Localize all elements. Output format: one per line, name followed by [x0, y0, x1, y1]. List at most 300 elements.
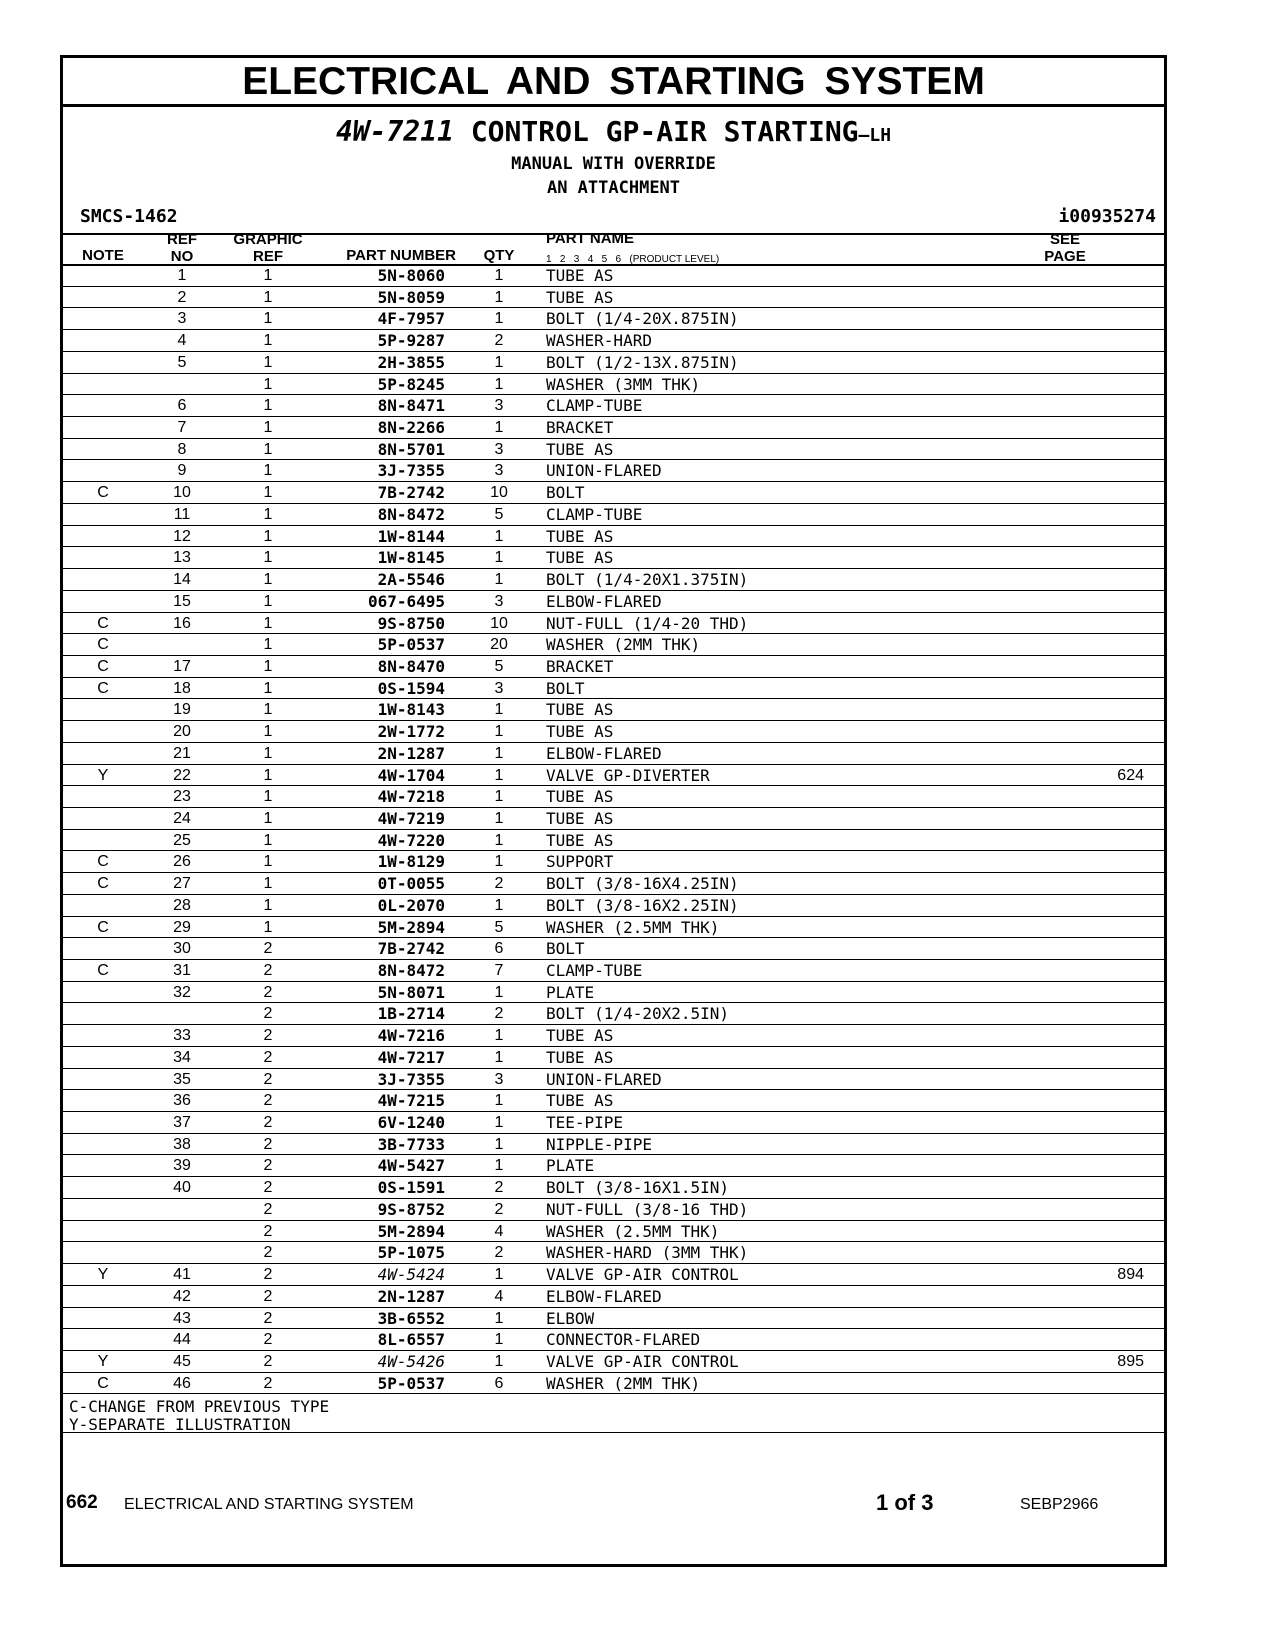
- ref-no-cell: 13: [173, 549, 191, 567]
- part-number-cell: 6V-1240: [377, 1113, 445, 1133]
- table-row: [63, 1177, 1164, 1199]
- footer-doc-id: SEBP2966: [1020, 1496, 1099, 1513]
- table-row: [63, 873, 1164, 895]
- graphic-ref-cell: 2: [263, 1266, 273, 1284]
- graphic-ref-cell: 1: [263, 440, 273, 458]
- table-row: [63, 460, 1164, 482]
- graphic-ref-cell: 2: [263, 962, 273, 979]
- part-number-cell: 4W-7215: [377, 1091, 445, 1111]
- group-name: CONTROL GP-AIR STARTING: [470, 115, 859, 148]
- table-row: [63, 374, 1164, 396]
- graphic-ref-cell: 2: [263, 1005, 273, 1023]
- qty-cell: 1: [494, 1309, 504, 1327]
- graphic-ref-cell: 2: [263, 1352, 273, 1370]
- part-name-cell: TEE-PIPE: [546, 1113, 624, 1133]
- part-number-cell: 2N-1287: [377, 1286, 445, 1306]
- qty-cell: 3: [494, 462, 504, 480]
- ref-no-cell: 34: [173, 1048, 191, 1066]
- qty-cell: 1: [494, 1352, 504, 1370]
- part-number-cell: 4W-7218: [377, 787, 445, 807]
- graphic-ref-cell: 2: [263, 1179, 273, 1197]
- graphic-ref-cell: 1: [263, 853, 273, 871]
- graphic-ref-cell: 1: [263, 549, 273, 567]
- part-number-cell: 7B-2742: [377, 939, 445, 959]
- qty-cell: 1: [494, 288, 504, 306]
- table-row: [63, 352, 1164, 374]
- qty-cell: 1: [494, 1135, 504, 1153]
- header-ref-top: REF: [167, 231, 197, 248]
- header-see-bottom: PAGE: [1044, 248, 1086, 265]
- ref-no-cell: 41: [173, 1266, 191, 1284]
- graphic-ref-cell: 1: [263, 918, 273, 936]
- ref-no-cell: 23: [173, 788, 191, 806]
- ref-no-cell: 30: [173, 940, 191, 958]
- graphic-ref-cell: 1: [263, 592, 273, 610]
- ref-no-cell: 5: [177, 353, 187, 371]
- table-row: [63, 1047, 1164, 1069]
- part-number-cell: 3J-7355: [377, 461, 445, 481]
- ref-no-cell: 36: [173, 1092, 191, 1110]
- table-row: [63, 982, 1164, 1004]
- group-title: [63, 115, 1164, 148]
- part-name-cell: WASHER-HARD (3MM THK): [546, 1243, 749, 1263]
- part-name-cell: CLAMP-TUBE: [546, 504, 643, 524]
- part-name-cell: TUBE AS: [546, 1026, 614, 1046]
- qty-cell: 1: [494, 701, 504, 719]
- qty-cell: 1: [494, 310, 504, 328]
- part-name-cell: TUBE AS: [546, 808, 614, 828]
- table-row: [63, 1264, 1164, 1286]
- qty-cell: 5: [494, 918, 504, 936]
- part-number-cell: 8N-8470: [377, 656, 445, 676]
- header-graphic: [228, 231, 308, 265]
- qty-cell: 10: [490, 484, 508, 502]
- qty-cell: 10: [490, 614, 508, 632]
- footer-page-number: 662: [66, 1492, 98, 1513]
- part-name-cell: NUT-FULL (3/8-16 THD): [546, 1199, 749, 1219]
- qty-cell: 1: [494, 1266, 504, 1284]
- table-row: [63, 1242, 1164, 1264]
- table-row: [63, 526, 1164, 548]
- part-name-cell: WASHER (2.5MM THK): [546, 917, 720, 937]
- header-product-levels: 1 2 3 4 5 6 (PRODUCT LEVEL): [546, 254, 720, 265]
- graphic-ref-cell: 2: [263, 1200, 273, 1218]
- qty-cell: 20: [490, 636, 508, 654]
- part-number-cell: 067-6495: [367, 591, 445, 611]
- part-number-cell: 9S-8752: [377, 1199, 445, 1219]
- part-number-cell: 0L-2070: [377, 895, 445, 915]
- group-suffix: —LH: [858, 125, 892, 146]
- header-ref-bottom: NO: [170, 248, 194, 265]
- qty-cell: 3: [494, 679, 504, 697]
- see-page-cell: 624: [1117, 766, 1144, 784]
- note-cell: C: [97, 875, 109, 893]
- qty-cell: 5: [494, 657, 504, 675]
- table-row: [63, 1286, 1164, 1308]
- qty-cell: 1: [494, 549, 504, 567]
- graphic-ref-cell: 2: [263, 1374, 273, 1392]
- qty-cell: 1: [494, 1157, 504, 1175]
- ref-no-cell: 44: [173, 1331, 191, 1349]
- graphic-ref-cell: 2: [263, 1048, 273, 1066]
- graphic-ref-cell: 2: [263, 1027, 273, 1045]
- qty-cell: 2: [494, 875, 504, 893]
- part-number-cell: 4W-5426: [377, 1351, 445, 1371]
- part-number-cell: 2W-1772: [377, 722, 445, 742]
- header-ref: [161, 231, 203, 265]
- part-number-cell: 5P-0537: [377, 635, 445, 655]
- part-name-cell: BOLT (1/4-20X2.5IN): [546, 1004, 730, 1024]
- qty-cell: 1: [494, 831, 504, 849]
- part-name-cell: CLAMP-TUBE: [546, 396, 643, 416]
- parts-table: [63, 265, 1164, 1394]
- part-number-cell: 7B-2742: [377, 483, 445, 503]
- qty-cell: 3: [494, 1070, 504, 1088]
- table-row: [63, 308, 1164, 330]
- qty-cell: 1: [494, 267, 504, 284]
- ref-no-cell: 11: [173, 505, 191, 523]
- table-row: [63, 265, 1164, 287]
- table-row: [63, 721, 1164, 743]
- ref-no-cell: 4: [177, 332, 187, 350]
- part-name-cell: VALVE GP-AIR CONTROL: [546, 1351, 739, 1371]
- header-part-number: PART NUMBER: [346, 247, 456, 264]
- qty-cell: 1: [494, 527, 504, 545]
- qty-cell: 1: [494, 571, 504, 589]
- table-row: [63, 482, 1164, 504]
- part-name-cell: BRACKET: [546, 656, 614, 676]
- illustration-id: i00935274: [1058, 206, 1156, 227]
- part-number-cell: 3B-6552: [377, 1308, 445, 1328]
- part-name-cell: ELBOW-FLARED: [546, 1286, 662, 1306]
- ref-no-cell: 24: [173, 809, 191, 827]
- ref-no-cell: 18: [173, 679, 191, 697]
- note-cell: C: [97, 853, 109, 871]
- graphic-ref-cell: 1: [263, 766, 273, 784]
- graphic-ref-cell: 1: [263, 788, 273, 806]
- part-name-cell: VALVE GP-DIVERTER: [546, 765, 710, 785]
- part-name-cell: NIPPLE-PIPE: [546, 1134, 652, 1154]
- graphic-ref-cell: 1: [263, 505, 273, 523]
- part-number-cell: 1W-8144: [377, 526, 445, 546]
- graphic-ref-cell: 1: [263, 723, 273, 741]
- ref-no-cell: 35: [173, 1070, 191, 1088]
- table-row: [63, 1112, 1164, 1134]
- note-cell: Y: [97, 1266, 109, 1284]
- part-name-cell: WASHER (2MM THK): [546, 635, 701, 655]
- qty-cell: 1: [494, 896, 504, 914]
- part-number-cell: 9S-8750: [377, 613, 445, 633]
- ref-no-cell: 2: [177, 288, 187, 306]
- qty-cell: 1: [494, 809, 504, 827]
- part-name-cell: TUBE AS: [546, 439, 614, 459]
- ref-no-cell: 12: [173, 527, 191, 545]
- qty-cell: 3: [494, 592, 504, 610]
- table-row: [63, 1373, 1164, 1395]
- ref-no-cell: 16: [173, 614, 191, 632]
- table-row: [63, 786, 1164, 808]
- ref-no-cell: 38: [173, 1135, 191, 1153]
- group-subtitle-2: AN ATTACHMENT: [546, 178, 681, 198]
- ref-no-cell: 21: [173, 744, 191, 762]
- part-name-cell: NUT-FULL (1/4-20 THD): [546, 613, 749, 633]
- graphic-ref-cell: 2: [263, 1287, 273, 1305]
- ref-no-cell: 14: [173, 571, 191, 589]
- part-number-cell: 2H-3855: [377, 352, 445, 372]
- qty-cell: 4: [494, 1287, 504, 1305]
- part-number-cell: 8L-6557: [377, 1330, 445, 1350]
- footer-page-of: 1 of 3: [876, 1490, 934, 1515]
- graphic-ref-cell: 2: [263, 1092, 273, 1110]
- part-name-cell: TUBE AS: [546, 700, 614, 720]
- note-cell: Y: [97, 766, 109, 784]
- table-row: [63, 743, 1164, 765]
- table-row: [63, 1069, 1164, 1091]
- part-number-cell: 5M-2894: [377, 917, 445, 937]
- part-number-cell: 5N-8071: [377, 982, 445, 1002]
- part-number-cell: 4W-7217: [377, 1047, 445, 1067]
- part-number-cell: 5N-8060: [377, 266, 445, 285]
- part-number-cell: 5P-1075: [377, 1243, 445, 1263]
- part-number-cell: 4W-7216: [377, 1026, 445, 1046]
- qty-cell: 6: [494, 940, 504, 958]
- qty-cell: 1: [494, 744, 504, 762]
- footer-section: ELECTRICAL AND STARTING SYSTEM: [124, 1496, 414, 1513]
- table-row: [63, 569, 1164, 591]
- part-number-cell: 0S-1594: [377, 678, 445, 698]
- part-name-cell: BOLT (3/8-16X1.5IN): [546, 1178, 730, 1198]
- parts-page-frame: [60, 55, 1167, 1567]
- part-name-cell: TUBE AS: [546, 548, 614, 568]
- table-row: [63, 895, 1164, 917]
- graphic-ref-cell: 1: [263, 527, 273, 545]
- qty-cell: 3: [494, 440, 504, 458]
- table-row: [63, 439, 1164, 461]
- section-title: ELECTRICAL AND STARTING SYSTEM: [63, 58, 1164, 107]
- part-number-cell: 1W-8143: [377, 700, 445, 720]
- part-name-cell: BOLT (1/2-13X.875IN): [546, 352, 739, 372]
- graphic-ref-cell: 1: [263, 332, 273, 350]
- graphic-ref-cell: 1: [263, 484, 273, 502]
- graphic-ref-cell: 2: [263, 1244, 273, 1262]
- table-row: [63, 699, 1164, 721]
- part-number-cell: 8N-2266: [377, 418, 445, 438]
- ref-no-cell: 42: [173, 1287, 191, 1305]
- part-name-cell: BOLT: [546, 678, 585, 698]
- part-name-cell: BOLT: [546, 483, 585, 503]
- ref-no-cell: 40: [173, 1179, 191, 1197]
- ref-no-cell: 39: [173, 1157, 191, 1175]
- part-number-cell: 4F-7957: [377, 309, 445, 329]
- ref-no-cell: 9: [177, 462, 187, 480]
- ref-no-cell: 33: [173, 1027, 191, 1045]
- part-name-cell: BOLT (3/8-16X4.25IN): [546, 874, 739, 894]
- ref-no-cell: 3: [177, 310, 187, 328]
- graphic-ref-cell: 2: [263, 1157, 273, 1175]
- part-name-cell: TUBE AS: [546, 722, 614, 742]
- qty-cell: 2: [494, 332, 504, 350]
- part-number-cell: 3B-7733: [377, 1134, 445, 1154]
- qty-cell: 4: [494, 1222, 504, 1240]
- notes-rule: [63, 1432, 1164, 1433]
- qty-cell: 2: [494, 1005, 504, 1023]
- graphic-ref-cell: 1: [263, 614, 273, 632]
- part-name-cell: BRACKET: [546, 418, 614, 438]
- graphic-ref-cell: 2: [263, 1222, 273, 1240]
- qty-cell: 1: [494, 1114, 504, 1132]
- graphic-ref-cell: 1: [263, 571, 273, 589]
- qty-cell: 2: [494, 1200, 504, 1218]
- header-qty: QTY: [483, 247, 515, 264]
- part-name-cell: ELBOW-FLARED: [546, 591, 662, 611]
- graphic-ref-cell: 1: [263, 267, 273, 284]
- note-cell: C: [97, 679, 109, 697]
- ref-no-cell: 43: [173, 1309, 191, 1327]
- ref-no-cell: 17: [173, 657, 191, 675]
- part-name-cell: PLATE: [546, 1156, 595, 1176]
- qty-cell: 1: [494, 419, 504, 437]
- table-row: [63, 1329, 1164, 1351]
- part-name-cell: BOLT (1/4-20X1.375IN): [546, 570, 749, 590]
- table-row: [63, 1351, 1164, 1373]
- ref-no-cell: 8: [177, 440, 187, 458]
- table-row: [63, 1134, 1164, 1156]
- graphic-ref-cell: 1: [263, 419, 273, 437]
- part-number-cell: 0S-1591: [377, 1178, 445, 1198]
- graphic-ref-cell: 2: [263, 983, 273, 1001]
- table-row: [63, 547, 1164, 569]
- graphic-ref-cell: 1: [263, 679, 273, 697]
- header-graphic-top: GRAPHIC: [233, 231, 303, 248]
- ref-no-cell: 26: [173, 853, 191, 871]
- table-row: [63, 1003, 1164, 1025]
- qty-cell: 1: [494, 1092, 504, 1110]
- note-cell: C: [97, 614, 109, 632]
- graphic-ref-cell: 2: [263, 940, 273, 958]
- part-name-cell: CONNECTOR-FLARED: [546, 1330, 701, 1350]
- part-name-cell: CLAMP-TUBE: [546, 961, 643, 980]
- graphic-ref-cell: 2: [263, 1114, 273, 1132]
- part-name-cell: BOLT (3/8-16X2.25IN): [546, 895, 739, 915]
- ref-no-cell: 28: [173, 896, 191, 914]
- part-name-cell: UNION-FLARED: [546, 1069, 662, 1089]
- part-number-cell: 8N-8472: [377, 961, 445, 980]
- part-number-cell: 4W-5427: [377, 1156, 445, 1176]
- part-name-cell: TUBE AS: [546, 266, 614, 285]
- table-row: [63, 1090, 1164, 1112]
- part-name-cell: WASHER-HARD: [546, 331, 652, 351]
- ref-no-cell: 25: [173, 831, 191, 849]
- ref-no-cell: 7: [177, 419, 187, 437]
- graphic-ref-cell: 2: [263, 1070, 273, 1088]
- ref-no-cell: 6: [177, 397, 187, 415]
- part-number-cell: 8N-8472: [377, 504, 445, 524]
- note-c: C-CHANGE FROM PREVIOUS TYPE: [69, 1397, 330, 1416]
- qty-cell: 1: [494, 723, 504, 741]
- note-cell: C: [97, 962, 109, 979]
- graphic-ref-cell: 1: [263, 288, 273, 306]
- ref-no-cell: 45: [173, 1352, 191, 1370]
- qty-cell: 1: [494, 788, 504, 806]
- note-cell: C: [97, 1374, 109, 1392]
- part-name-cell: ELBOW: [546, 1308, 595, 1328]
- part-number-cell: 1W-8129: [377, 852, 445, 872]
- notes-legend: [69, 1398, 329, 1434]
- table-row: [63, 330, 1164, 352]
- graphic-ref-cell: 1: [263, 636, 273, 654]
- ref-no-cell: 10: [173, 484, 191, 502]
- table-row: [63, 591, 1164, 613]
- qty-cell: 1: [494, 766, 504, 784]
- part-name-cell: BOLT: [546, 939, 585, 959]
- header-graphic-bottom: REF: [253, 248, 283, 265]
- header-see-top: SEE: [1049, 231, 1080, 248]
- graphic-ref-cell: 1: [263, 809, 273, 827]
- part-name-cell: TUBE AS: [546, 830, 614, 850]
- note-cell: C: [97, 657, 109, 675]
- ref-no-cell: 37: [173, 1114, 191, 1132]
- part-number-cell: 5P-9287: [377, 331, 445, 351]
- qty-cell: 3: [494, 397, 504, 415]
- graphic-ref-cell: 1: [263, 657, 273, 675]
- graphic-ref-cell: 1: [263, 462, 273, 480]
- ref-no-cell: 29: [173, 918, 191, 936]
- part-number-cell: 5P-0537: [377, 1373, 445, 1393]
- table-row: [63, 938, 1164, 960]
- part-name-cell: UNION-FLARED: [546, 461, 662, 481]
- qty-cell: 1: [494, 1027, 504, 1045]
- part-number-cell: 2N-1287: [377, 743, 445, 763]
- header-note: NOTE: [82, 247, 124, 264]
- table-row: [63, 1155, 1164, 1177]
- part-number-cell: 5N-8059: [377, 287, 445, 307]
- table-row: [63, 395, 1164, 417]
- group-part-number: 4W-7211: [335, 115, 454, 148]
- qty-cell: 1: [494, 853, 504, 871]
- ref-no-cell: 31: [173, 962, 191, 979]
- ref-no-cell: 20: [173, 723, 191, 741]
- graphic-ref-cell: 1: [263, 397, 273, 415]
- table-row: [63, 1199, 1164, 1221]
- graphic-ref-cell: 1: [263, 831, 273, 849]
- ref-no-cell: 27: [173, 875, 191, 893]
- ref-no-cell: 15: [173, 592, 191, 610]
- graphic-ref-cell: 1: [263, 875, 273, 893]
- part-name-cell: BOLT (1/4-20X.875IN): [546, 309, 739, 329]
- graphic-ref-cell: 2: [263, 1309, 273, 1327]
- table-row: [63, 917, 1164, 939]
- see-page-cell: 895: [1117, 1352, 1144, 1370]
- part-name-cell: ELBOW-FLARED: [546, 743, 662, 763]
- graphic-ref-cell: 1: [263, 310, 273, 328]
- part-name-cell: TUBE AS: [546, 1047, 614, 1067]
- table-row: [63, 960, 1164, 982]
- qty-cell: 1: [494, 1048, 504, 1066]
- table-row: [63, 1308, 1164, 1330]
- part-name-cell: PLATE: [546, 982, 595, 1002]
- qty-cell: 7: [494, 962, 504, 979]
- part-number-cell: 8N-8471: [377, 396, 445, 416]
- qty-cell: 5: [494, 505, 504, 523]
- ref-no-cell: 1: [177, 267, 187, 284]
- note-cell: C: [97, 636, 109, 654]
- table-row: [63, 765, 1164, 787]
- graphic-ref-cell: 1: [263, 744, 273, 762]
- table-row: [63, 656, 1164, 678]
- note-cell: Y: [97, 1352, 109, 1370]
- ref-no-cell: 22: [173, 766, 191, 784]
- group-subtitle-1: MANUAL WITH OVERRIDE: [511, 154, 716, 174]
